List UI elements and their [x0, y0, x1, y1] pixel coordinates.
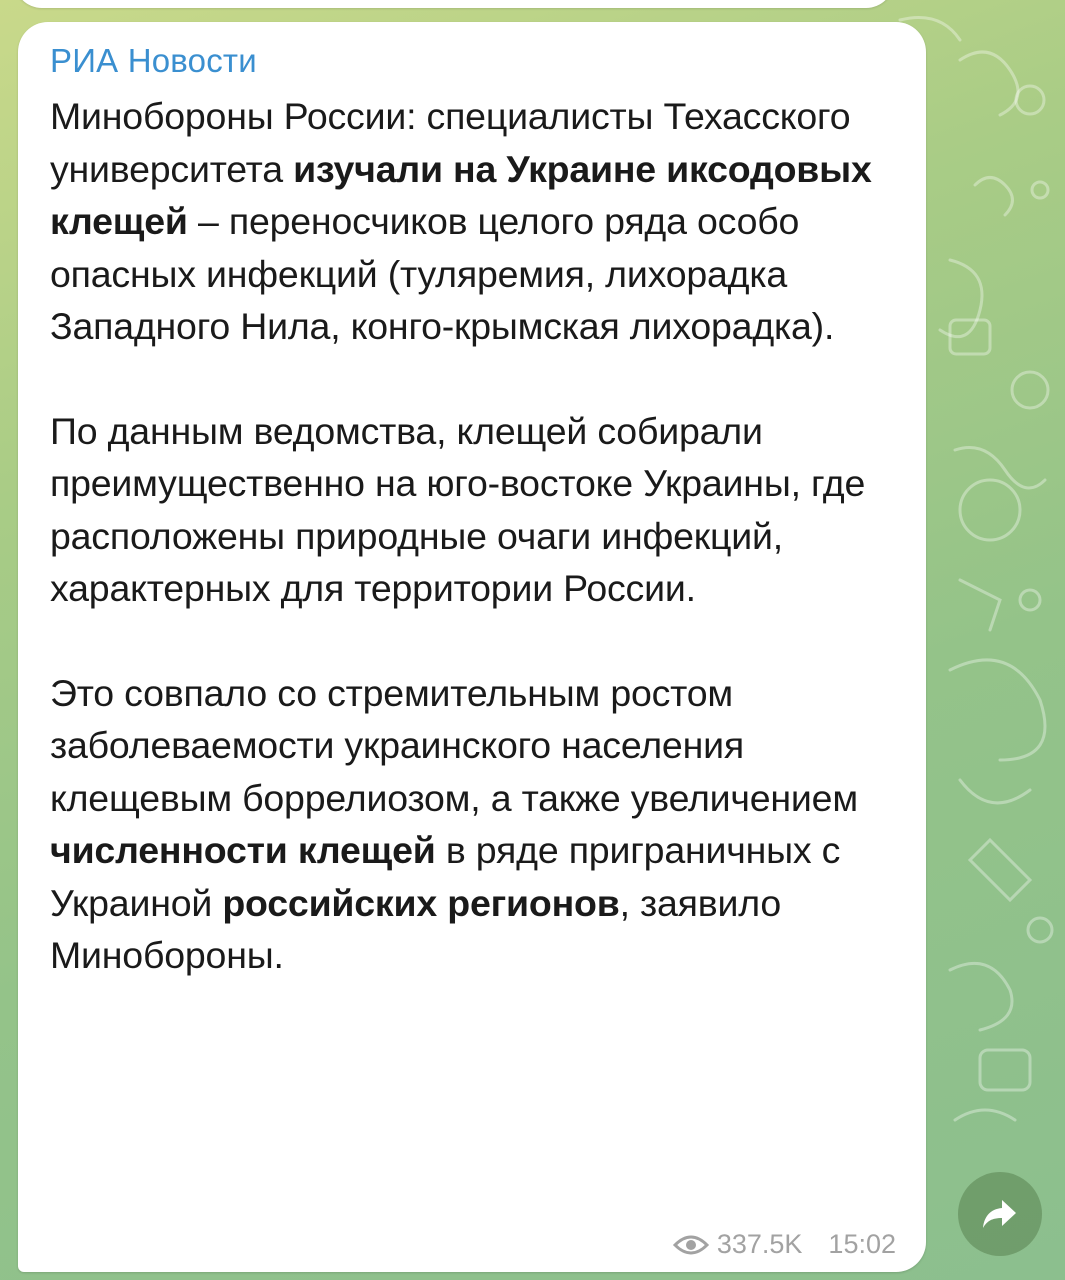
message-text: [50, 90, 896, 982]
message-text-segment: Минобороны России: специалисты Техасского университета: [50, 95, 851, 190]
message-paragraph-1: [50, 90, 896, 353]
message-text-bold: численности клещей: [50, 829, 436, 871]
message-text-segment: – переносчиков целого ряда особо опасных инфекций (туляремия, лихорадка Западного Нила, конго-крымская лихорадка).: [50, 200, 835, 347]
message-text-bold: изучали на Украине иксодовых клещей: [50, 147, 872, 242]
message-text-bold: российских регионов: [222, 881, 620, 924]
message-time: 15:02: [828, 1229, 896, 1259]
message-paragraph-3: [50, 667, 896, 982]
bubble-tail: [24, 1244, 40, 1264]
message-text-segment: в ряде приграничных с Украиной: [50, 829, 841, 924]
message-text-segment: Это совпало со стремительным ростом заболеваемости украинского населения клещевым боррелиозом, а также увеличением: [50, 671, 858, 819]
share-button[interactable]: [958, 1172, 1042, 1256]
eye-icon: [673, 1233, 709, 1257]
message-meta: [673, 1229, 896, 1260]
message-text-segment: , заявило Минобороны.: [50, 881, 782, 976]
view-count: 337.5K: [716, 1229, 803, 1259]
message-bubble[interactable]: [18, 22, 926, 1272]
message-paragraph-2: [50, 405, 896, 615]
channel-name[interactable]: РИА Новости: [50, 42, 257, 79]
previous-message-bubble: [14, 0, 894, 8]
message-text-segment: По данным ведомства, клещей собирали преимущественно на юго-востоке Украины, где расположены природные очаги инфекций, характерных для территории России.: [50, 409, 866, 609]
share-arrow-icon: [980, 1194, 1020, 1234]
